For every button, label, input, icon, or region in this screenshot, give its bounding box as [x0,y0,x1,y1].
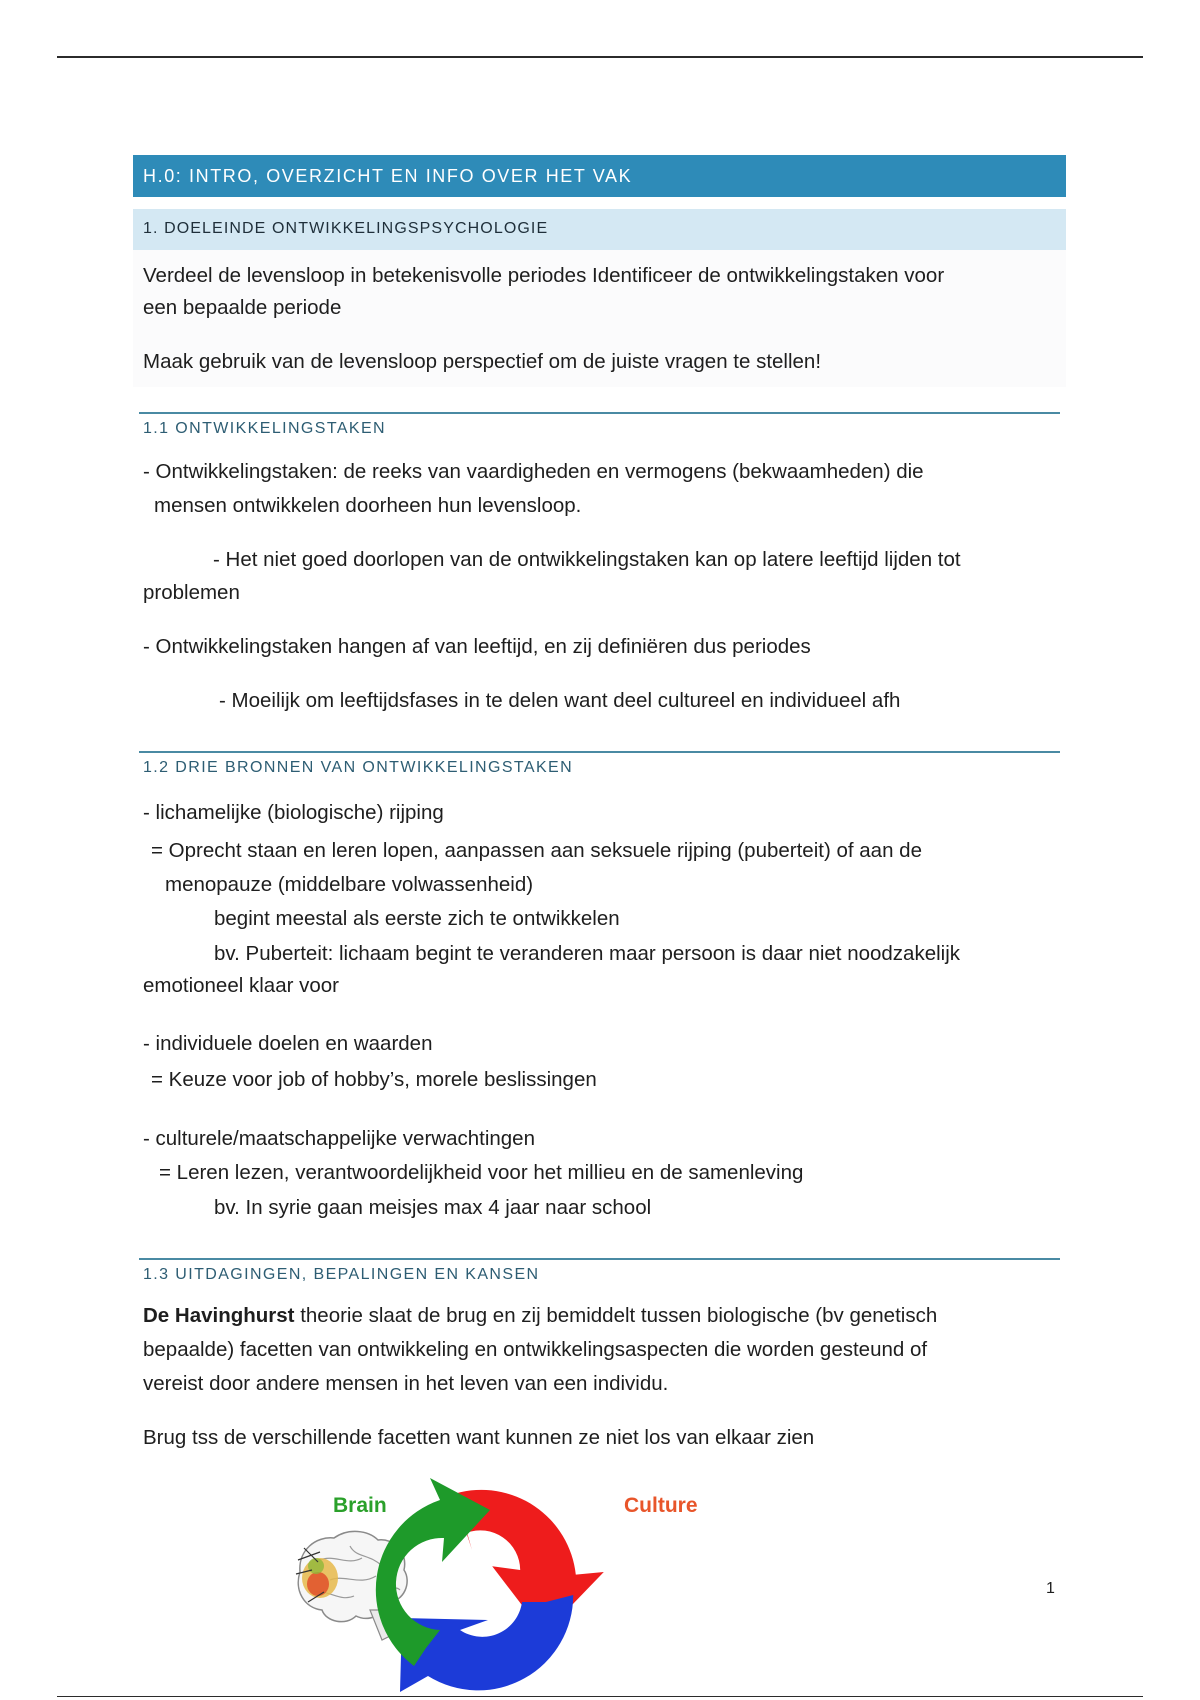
section-1-line-1: Verdeel de levensloop in betekenisvolle periodes Identificeer de ontwikkelingstaken voor [143,264,945,287]
section-13-rule [139,1258,1060,1260]
section-12-b2: = Keuze voor job of hobby’s, morele beslissingen [151,1068,597,1091]
section-13-line-3: vereist door andere mensen in het leven van een individu. [143,1372,669,1395]
section-1-line-2: een bepaalde periode [143,296,342,319]
section-11-line-4: problemen [143,581,240,604]
section-11-line-5: - Ontwikkelingstaken hangen af van leeftijd, en zij definiëren dus periodes [143,635,811,658]
section-heading-1-1: 1.1 ONTWIKKELINGSTAKEN [143,420,386,437]
cycle-arrows-icon [376,1478,604,1692]
chapter-heading: H.0: INTRO, OVERZICHT EN INFO OVER HET VAK [133,155,1066,197]
section-12-a1: - lichamelijke (biologische) rijping [143,801,444,824]
section-12-a6: emotioneel klaar voor [143,974,339,997]
section-12-a2: = Oprecht staan en leren lopen, aanpassen aan seksuele rijping (puberteit) of aan de [151,839,922,862]
figure-graphic [290,1470,730,1692]
section-heading-1: 1. DOELEINDE ONTWIKKELINGSPSYCHOLOGIE [133,209,1066,250]
section-12-rule [139,751,1060,753]
section-13-paragraph-2: Brug tss de verschillende facetten want kunnen ze niet los van elkaar zien [143,1426,815,1449]
section-11-line-2: mensen ontwikkelen doorheen hun levensloop. [154,494,582,517]
section-1-paragraph-2: Maak gebruik van de levensloop perspectief om de juiste vragen te stellen! [143,350,822,373]
section-heading-1-3: 1.3 UITDAGINGEN, BEPALINGEN EN KANSEN [143,1266,540,1283]
section-11-line-6: - Moeilijk om leeftijdsfases in te delen want deel cultureel en individueel afh [219,689,901,712]
section-12-c2: = Leren lezen, verantwoordelijkheid voor het millieu en de samenleving [159,1161,804,1184]
footer-rule [57,1696,1143,1697]
section-13-line-1-rest: theorie slaat de brug en zij bemiddelt tussen biologische (bv genetisch [294,1304,938,1327]
section-13-line-1 [143,1300,937,1332]
section-12-c1: - culturele/maatschappelijke verwachtingen [143,1127,535,1150]
header-rule [57,56,1143,58]
section-11-line-3: - Het niet goed doorlopen van de ontwikkelingstaken kan op latere leeftijd lijden tot [213,548,961,571]
page-number: 1 [1046,1580,1055,1597]
havinghurst-bold: De Havinghurst [143,1304,295,1327]
section-13-line-2: bepaalde) facetten van ontwikkeling en ontwikkelingsaspecten die worden gesteund of [143,1338,928,1361]
section-12-c3: bv. In syrie gaan meisjes max 4 jaar naar school [214,1196,652,1219]
section-12-a3: menopauze (middelbare volwassenheid) [165,873,534,896]
section-11-line-1: - Ontwikkelingstaken: de reeks van vaardigheden en vermogens (bekwaamheden) die [143,460,924,483]
brain-culture-figure [290,1470,730,1692]
brain-label: Brain [333,1494,387,1517]
section-12-a4: begint meestal als eerste zich te ontwikkelen [214,907,620,930]
section-11-rule [139,412,1060,414]
culture-label: Culture [624,1494,698,1517]
section-12-b1: - individuele doelen en waarden [143,1032,433,1055]
section-12-a5: bv. Puberteit: lichaam begint te veranderen maar persoon is daar niet noodzakelijk [214,942,961,965]
section-heading-1-2: 1.2 DRIE BRONNEN VAN ONTWIKKELINGSTAKEN [143,759,574,776]
